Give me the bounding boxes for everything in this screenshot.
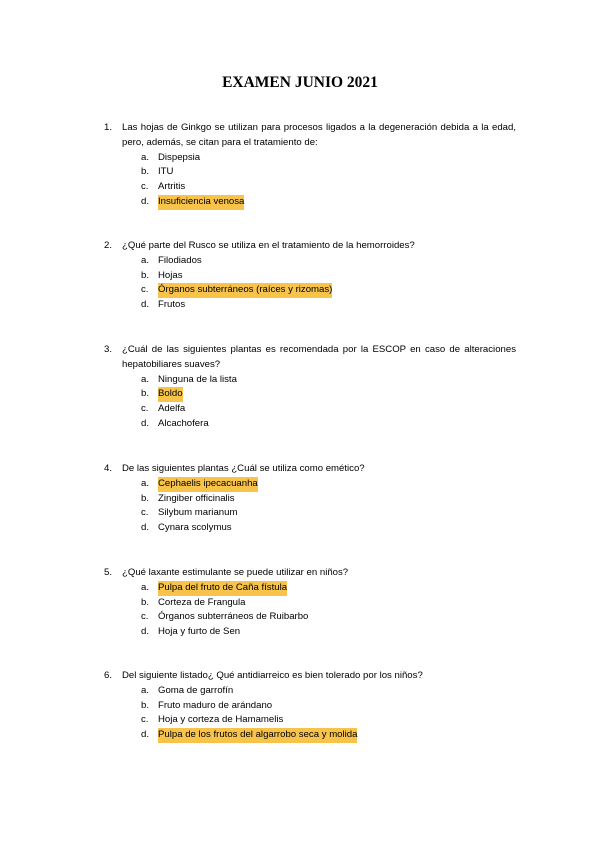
option-item [141,254,516,269]
question-number: 6. [104,670,113,681]
option-text: Silybum marianum [158,507,238,519]
option-text: ITU [158,166,174,178]
option-item [141,283,516,298]
option-text: Cynara scolymus [158,522,232,534]
option-item [141,417,516,432]
option-letter: a. [141,477,150,489]
option-item [141,684,516,699]
exam-title: EXAMEN JUNIO 2021 [222,74,378,91]
option-letter: d. [141,299,150,311]
options-list [104,373,516,432]
option-item [141,151,516,166]
option-letter: d. [141,195,150,207]
option-text: Fruto maduro de arándano [158,699,273,711]
question-text: ¿Cuál de las siguientes plantas es recomendada por la ESCOP en caso de alteraciones hepatobiliares suaves? [122,344,516,370]
option-letter: d. [141,417,150,429]
question-5 [104,566,516,640]
option-letter: c. [141,181,149,193]
option-text-highlighted: Pulpa de los frutos del algarrobo seca y molida [158,728,357,743]
option-text: Alcachofera [158,417,209,429]
option-text: Filodiados [158,254,202,266]
question-text: Del siguiente listado¿ Qué antidiarreico es bien tolerado por los niños? [122,670,423,681]
option-item [141,165,516,180]
option-item [141,506,516,521]
option-item [141,387,516,402]
option-text: Hojas [158,269,183,281]
option-letter: a. [141,151,150,163]
question-text: ¿Qué parte del Rusco se utiliza en el tratamiento de la hemorroides? [122,240,415,251]
option-text: Artritis [158,181,186,193]
option-text: Zingiber officinalis [158,492,235,504]
option-item [141,492,516,507]
option-text: Hoja y corteza de Hamamelis [158,714,284,726]
question-number: 5. [104,567,113,578]
option-text: Órganos subterráneos de Ruibarbo [158,611,309,623]
option-letter: a. [141,684,150,696]
question-row [104,669,516,684]
question-text: Las hojas de Ginkgo se utilizan para procesos ligados a la degeneración debida a la edad, pero, además, se citan para el tratamiento de: [122,122,516,148]
option-letter: a. [141,373,150,385]
option-text-highlighted: Pulpa del fruto de Caña fístula [158,581,287,596]
option-text-highlighted: Cephaelis ipecacuanha [158,477,258,492]
option-letter: c. [141,284,149,296]
option-letter: b. [141,699,150,711]
question-number: 3. [104,344,113,355]
options-list [104,477,516,536]
option-letter: d. [141,522,150,534]
option-text-highlighted: Boldo [158,387,183,402]
option-text: Dispepsia [158,151,201,163]
question-row [104,462,516,477]
option-letter: d. [141,626,150,638]
option-item [141,477,516,492]
question-4 [104,462,516,536]
question-text: De las siguientes plantas ¿Cuál se utiliza como emético? [122,463,365,474]
option-item [141,625,516,640]
option-letter: a. [141,581,150,593]
option-item [141,596,516,611]
option-letter: c. [141,403,149,415]
option-text: Corteza de Frangula [158,596,246,608]
question-3 [104,343,516,432]
option-item [141,521,516,536]
option-letter: c. [141,507,149,519]
option-letter: b. [141,596,150,608]
option-item [141,298,516,313]
option-letter: c. [141,714,149,726]
option-item [141,180,516,195]
option-letter: d. [141,729,150,741]
options-list [104,151,516,210]
option-item [141,269,516,284]
option-text-highlighted: Insuficiencia venosa [158,195,244,210]
option-item [141,610,516,625]
question-row [104,343,516,373]
question-number: 4. [104,463,113,474]
option-text: Frutos [158,299,186,311]
option-item [141,402,516,417]
option-item [141,713,516,728]
option-item [141,728,516,743]
option-letter: c. [141,611,149,623]
question-1 [104,121,516,210]
option-item [141,581,516,596]
option-letter: b. [141,166,150,178]
question-row [104,239,516,254]
option-text-highlighted: Órganos subterráneos (raíces y rizomas) [158,283,332,298]
option-text: Ninguna de la lista [158,373,237,385]
option-text: Goma de garrofín [158,684,234,696]
options-list [104,684,516,743]
question-number: 1. [104,122,113,133]
question-2 [104,239,516,313]
option-letter: b. [141,388,150,400]
option-text: Hoja y furto de Sen [158,626,241,638]
option-item [141,195,516,210]
question-row [104,566,516,581]
option-letter: b. [141,492,150,504]
option-item [141,699,516,714]
question-row [104,121,516,151]
question-text: ¿Qué laxante estimulante se puede utilizar en niños? [122,567,349,578]
option-letter: a. [141,254,150,266]
option-item [141,373,516,388]
option-letter: b. [141,269,150,281]
options-list [104,254,516,313]
options-list [104,581,516,640]
question-6 [104,669,516,743]
option-text: Adelfa [158,403,186,415]
question-number: 2. [104,240,113,251]
